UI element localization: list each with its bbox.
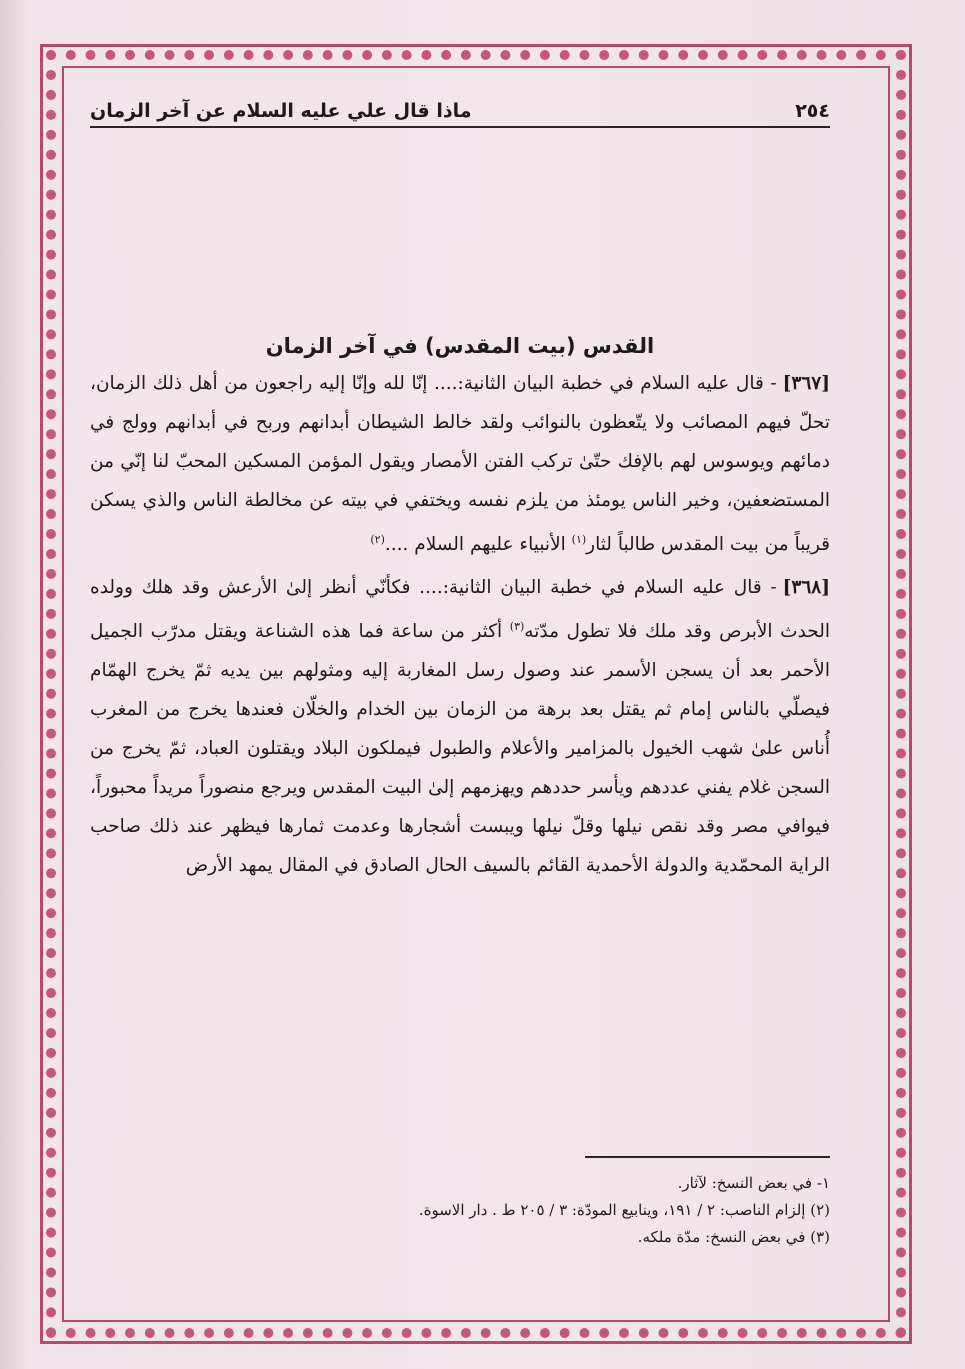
header-rule (90, 126, 830, 128)
paragraph-367 (90, 364, 830, 564)
paragraph-text: - قال عليه السلام في خطبة البيان الثانية:.... فكأنّي أنظر إلىٰ الأرعش وقد هلك وولده الحدث الأبرص وقد ملك فلا تطول مدّته (90, 577, 830, 643)
paragraph-number: [٣٦٧] (782, 373, 830, 394)
page-content (90, 72, 830, 1322)
footnote-rule (585, 1156, 830, 1158)
page-header (90, 88, 830, 122)
footnote-ref: (١) (571, 533, 587, 546)
paragraph-text: - قال عليه السلام في خطبة البيان الثانية:.... إنّا لله وإنّا إليه راجعون من أهل ذلك الزمان، تحلّ فيهم المصائب ولا يتّعظون بالنوائب ولقد خالط الشيطان أبدانهم وربح في أبدانهم وولج في دمائهم ويوسوس لهم بالإفك حتّىٰ تركب الفتن الأمصار ويقول المؤمن المسكين المحبّ لنا إنّي من المستضعفين، وخير الناس يومئذ من يلزم نفسه ويختفي في بيته عن مخالطة الناس والذي يسكن قريباً من بيت المقدس طالباً لثار (90, 373, 830, 556)
footnote-2: (٢) إلزام الناصب: ٢ / ١٩١، وينابيع المودّة: ٣ / ٢٠٥ ط . دار الاسوة. (418, 1201, 830, 1219)
page-number: ٢٥٤ (795, 100, 830, 122)
footnote-3: (٣) في بعض النسخ: مدّة ملكه. (637, 1228, 830, 1246)
footnote-1: ١- في بعض النسخ: لآثار. (677, 1174, 830, 1192)
running-title: ماذا قال علي عليه السلام عن آخر الزمان (90, 100, 472, 122)
paragraph-text: الأنبياء عليهم السلام .... (384, 534, 572, 556)
footnotes (90, 1170, 830, 1251)
body-text (90, 364, 830, 889)
section-title: القدس (بيت المقدس) في آخر الزمان (265, 334, 655, 358)
paragraph-number: [٣٦٨] (782, 577, 830, 599)
paragraph-368 (90, 568, 830, 885)
paragraph-text: أكثر من ساعة فما هذه الشناعة ويقتل مدرّب الجميل الأحمر بعد أن يسجن الأسمر عند وصول رسل المغاربة إليه ومثولهم بين يديه ثمّ يخرج الهمّام فيصلّي بالناس إمام ثم يقتل بعد برهة من الزمان بين الخدام والخلّان فعندها يخرج من المغرب أُناس علىٰ شهب الخيول بالمزامير والأعلام والطبول فيملكون البلاد ويقتلون العباد، ثمّ يخرج من السجن غلام يفني عددهم ويأسر حددهم ويهزمهم إلىٰ البيت المقدس ويرجع منصوراً مريداً محبوراً، فيوافي مصر وقد نقص نيلها وقلّ نيلها ويبست أشجارها وعدمت ثمارها فيظهر عند ذلك صاحب الراية المحمّدية والدولة الأحمدية القائم بالسيف الحال الصادق في المقال يمهد الأرض (90, 621, 831, 877)
footnote-ref: (٣) (509, 620, 525, 634)
footnote-ref: (٢) (370, 533, 385, 546)
